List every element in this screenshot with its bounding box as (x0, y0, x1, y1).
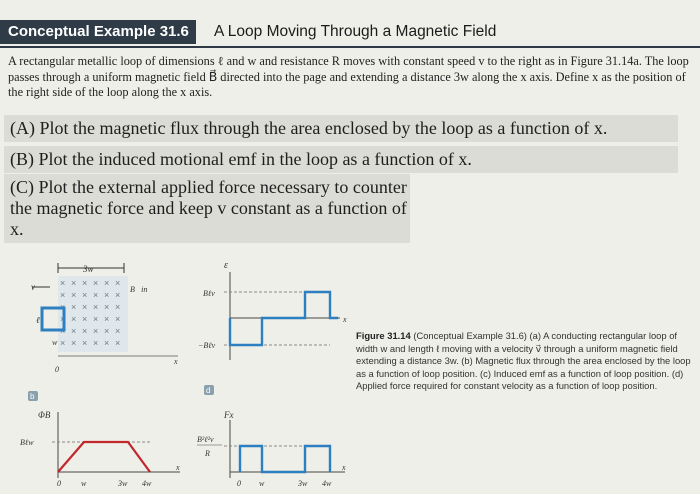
field-x-mark: × (104, 278, 110, 288)
field-x-mark: × (71, 278, 77, 288)
field-x-mark: × (82, 314, 88, 324)
field-x-mark: × (104, 338, 110, 348)
question-c: (C) Plot the external applied force necessary to counter the magnetic force and keep v constant as a function of x. (4, 174, 410, 243)
field-x-mark: × (60, 290, 66, 300)
field-x-mark: × (104, 302, 110, 312)
question-a: (A) Plot the magnetic flux through the area enclosed by the loop as a function of x. (4, 115, 678, 142)
panel-d-force-graph (197, 410, 346, 488)
example-tag: Conceptual Example 31.6 (0, 20, 196, 44)
field-width-label: 3w (83, 264, 94, 274)
loop-length-label: ℓ (36, 315, 40, 325)
field-x-mark: × (115, 290, 121, 300)
field-x-mark: × (104, 326, 110, 336)
field-x-mark: × (104, 314, 110, 324)
field-x-mark: × (71, 326, 77, 336)
panel-b-flux-graph (20, 410, 180, 488)
field-x-mark: × (93, 314, 99, 324)
flux-max-label: Bℓw (20, 438, 34, 447)
field-x-mark: × (115, 302, 121, 312)
force-tick-3w: 3w (298, 479, 308, 488)
flux-tick-0: 0 (57, 479, 61, 488)
panel-a-x-label: x (174, 357, 178, 366)
problem-description: A rectangular metallic loop of dimensions ℓ and w and resistance R moves with constant speed v to the right as in Figure 31.14a. The loop passes through a uniform magnetic field B⃗ directed into the page and extending a distance 3w along the x axis. Define x as the position of the right side of the loop along the x axis. (8, 54, 689, 99)
force-curve (240, 446, 330, 472)
emf-pos-label: Bℓv (203, 289, 215, 298)
caption-text: (Conceptual Example 31.6) (a) A conducting rectangular loop of width w and length ℓ moving with a velocity v⃗ through a uniform magnetic field extending a distance 3w. (b) Magnetic flux through the area enclosed by the loop as a function of loop position. (c) Induced emf as a function of loop position. (d) Applied force required for constant velocity as a function of loop position. (356, 330, 691, 392)
force-value-top: B²ℓ²v (197, 435, 214, 444)
example-title: A Loop Moving Through a Magnetic Field (214, 23, 497, 40)
field-x-mark: × (71, 338, 77, 348)
field-x-mark: × (71, 302, 77, 312)
flux-tick-3w: 3w (118, 479, 128, 488)
field-x-mark: × (104, 290, 110, 300)
force-axis-label: Fx (224, 410, 234, 420)
flux-x-label: x (176, 463, 180, 472)
field-x-mark: × (82, 278, 88, 288)
field-x-mark: × (115, 314, 121, 324)
panel-d-letter: d (206, 386, 211, 395)
caption-label: Figure 31.14 (356, 330, 411, 341)
field-x-mark: × (93, 302, 99, 312)
field-x-mark: × (60, 338, 66, 348)
velocity-label: v⃗ (31, 282, 42, 292)
force-tick-4w: 4w (322, 479, 332, 488)
panel-c-emf-graph (198, 260, 347, 360)
field-x-mark: × (60, 302, 66, 312)
figure-caption (356, 330, 692, 393)
field-x-mark: × (93, 290, 99, 300)
emf-axis-label: ε (224, 260, 228, 271)
force-x-label: x (342, 463, 346, 472)
panel-b-letter: b (30, 392, 35, 401)
field-x-mark: × (71, 314, 77, 324)
flux-tick-4w: 4w (142, 479, 152, 488)
field-x-mark: × (60, 326, 66, 336)
field-x-mark: × (82, 302, 88, 312)
field-x-mark: × (82, 338, 88, 348)
field-x-mark: × (82, 326, 88, 336)
field-x-mark: × (115, 326, 121, 336)
force-tick-w: w (259, 479, 265, 488)
field-x-mark: × (115, 338, 121, 348)
field-x-mark: × (93, 326, 99, 336)
field-x-mark: × (93, 338, 99, 348)
field-x-mark: × (93, 278, 99, 288)
force-value-bottom: R (205, 449, 210, 458)
question-b: (B) Plot the induced motional emf in the loop as a function of x. (4, 146, 678, 173)
panel-a-zero: 0 (55, 365, 59, 374)
flux-axis-label: ΦB (38, 410, 51, 420)
emf-x-label: x (343, 315, 347, 324)
flux-tick-w: w (81, 479, 87, 488)
field-x-mark: × (60, 314, 66, 324)
field-x-mark: × (60, 278, 66, 288)
panel-a-loop-diagram (31, 263, 178, 374)
field-x-mark: × (71, 290, 77, 300)
field-x-mark: × (115, 278, 121, 288)
flux-curve (58, 442, 150, 472)
loop-width-label: w (52, 338, 58, 347)
force-tick-0: 0 (237, 479, 241, 488)
emf-neg-label: −Bℓv (198, 341, 216, 350)
field-x-mark: × (82, 290, 88, 300)
field-label: B⃗in (130, 285, 148, 294)
